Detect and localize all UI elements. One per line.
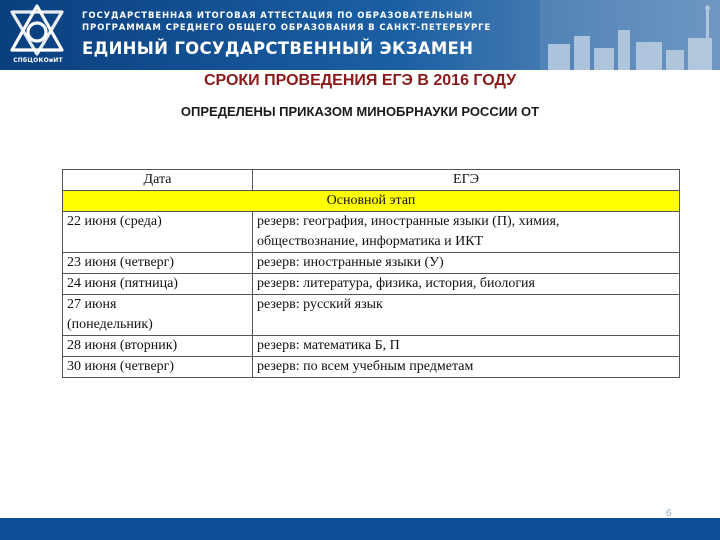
exam-text: резерв: иностранные языки (У) bbox=[257, 255, 444, 270]
column-header-exam: ЕГЭ bbox=[253, 170, 680, 191]
exam-text: обществознание, информатика и ИКТ bbox=[257, 234, 484, 249]
table-header-row bbox=[63, 170, 680, 191]
exam-text: резерв: математика Б, П bbox=[257, 338, 400, 353]
slide-subtitle: ОПРЕДЕЛЕНЫ ПРИКАЗОМ МИНОБРНАУКИ РОССИИ ОТ bbox=[180, 104, 540, 119]
exam-cell bbox=[253, 295, 680, 336]
exam-text: резерв: география, иностранные языки (П), химия, bbox=[257, 214, 560, 229]
date-text: (понедельник) bbox=[67, 317, 153, 332]
header-org-line-2: ПРОГРАММАМ СРЕДНЕГО ОБЩЕГО ОБРАЗОВАНИЯ В САНКТ-ПЕТЕРБУРГЕ bbox=[82, 23, 492, 33]
city-skyline-image bbox=[540, 0, 720, 70]
date-text: 22 июня (среда) bbox=[67, 214, 162, 229]
date-cell bbox=[63, 357, 253, 378]
header-banner bbox=[0, 0, 720, 70]
page-number: 6 bbox=[666, 508, 672, 519]
column-header-date: Дата bbox=[63, 170, 253, 191]
date-cell bbox=[63, 336, 253, 357]
date-text: 28 июня (вторник) bbox=[67, 338, 178, 353]
table-row bbox=[63, 274, 680, 295]
exam-cell bbox=[253, 357, 680, 378]
stage-label: Основной этап bbox=[63, 191, 680, 212]
exam-cell bbox=[253, 253, 680, 274]
exam-text: резерв: русский язык bbox=[257, 297, 383, 312]
table-row bbox=[63, 253, 680, 274]
date-cell bbox=[63, 253, 253, 274]
date-text: 27 июня bbox=[67, 297, 117, 312]
footer-bar bbox=[0, 518, 720, 540]
exam-schedule-table bbox=[62, 169, 680, 378]
exam-cell bbox=[253, 274, 680, 295]
table-row bbox=[63, 336, 680, 357]
header-exam-title: ЕДИНЫЙ ГОСУДАРСТВЕННЫЙ ЭКЗАМЕН bbox=[82, 39, 474, 58]
table-row bbox=[63, 295, 680, 336]
date-text: 30 июня (четверг) bbox=[67, 359, 175, 374]
exam-text: резерв: литература, физика, история, биология bbox=[257, 276, 535, 291]
date-text: 23 июня (четверг) bbox=[67, 255, 175, 270]
slide-title: СРОКИ ПРОВЕДЕНИЯ ЕГЭ В 2016 ГОДУ bbox=[203, 72, 517, 89]
logo-caption: СПбЦОКОиИТ bbox=[13, 57, 63, 64]
table-row bbox=[63, 212, 680, 253]
date-cell bbox=[63, 212, 253, 253]
date-cell bbox=[63, 295, 253, 336]
exam-text: резерв: по всем учебным предметам bbox=[257, 359, 474, 374]
exam-cell bbox=[253, 212, 680, 253]
exam-cell bbox=[253, 336, 680, 357]
date-text: 24 июня (пятница) bbox=[67, 276, 178, 291]
table-row bbox=[63, 357, 680, 378]
date-cell bbox=[63, 274, 253, 295]
stage-row bbox=[63, 191, 680, 212]
header-org-line-1: ГОСУДАРСТВЕННАЯ ИТОГОВАЯ АТТЕСТАЦИЯ ПО ОБРАЗОВАТЕЛЬНЫМ bbox=[82, 11, 474, 21]
